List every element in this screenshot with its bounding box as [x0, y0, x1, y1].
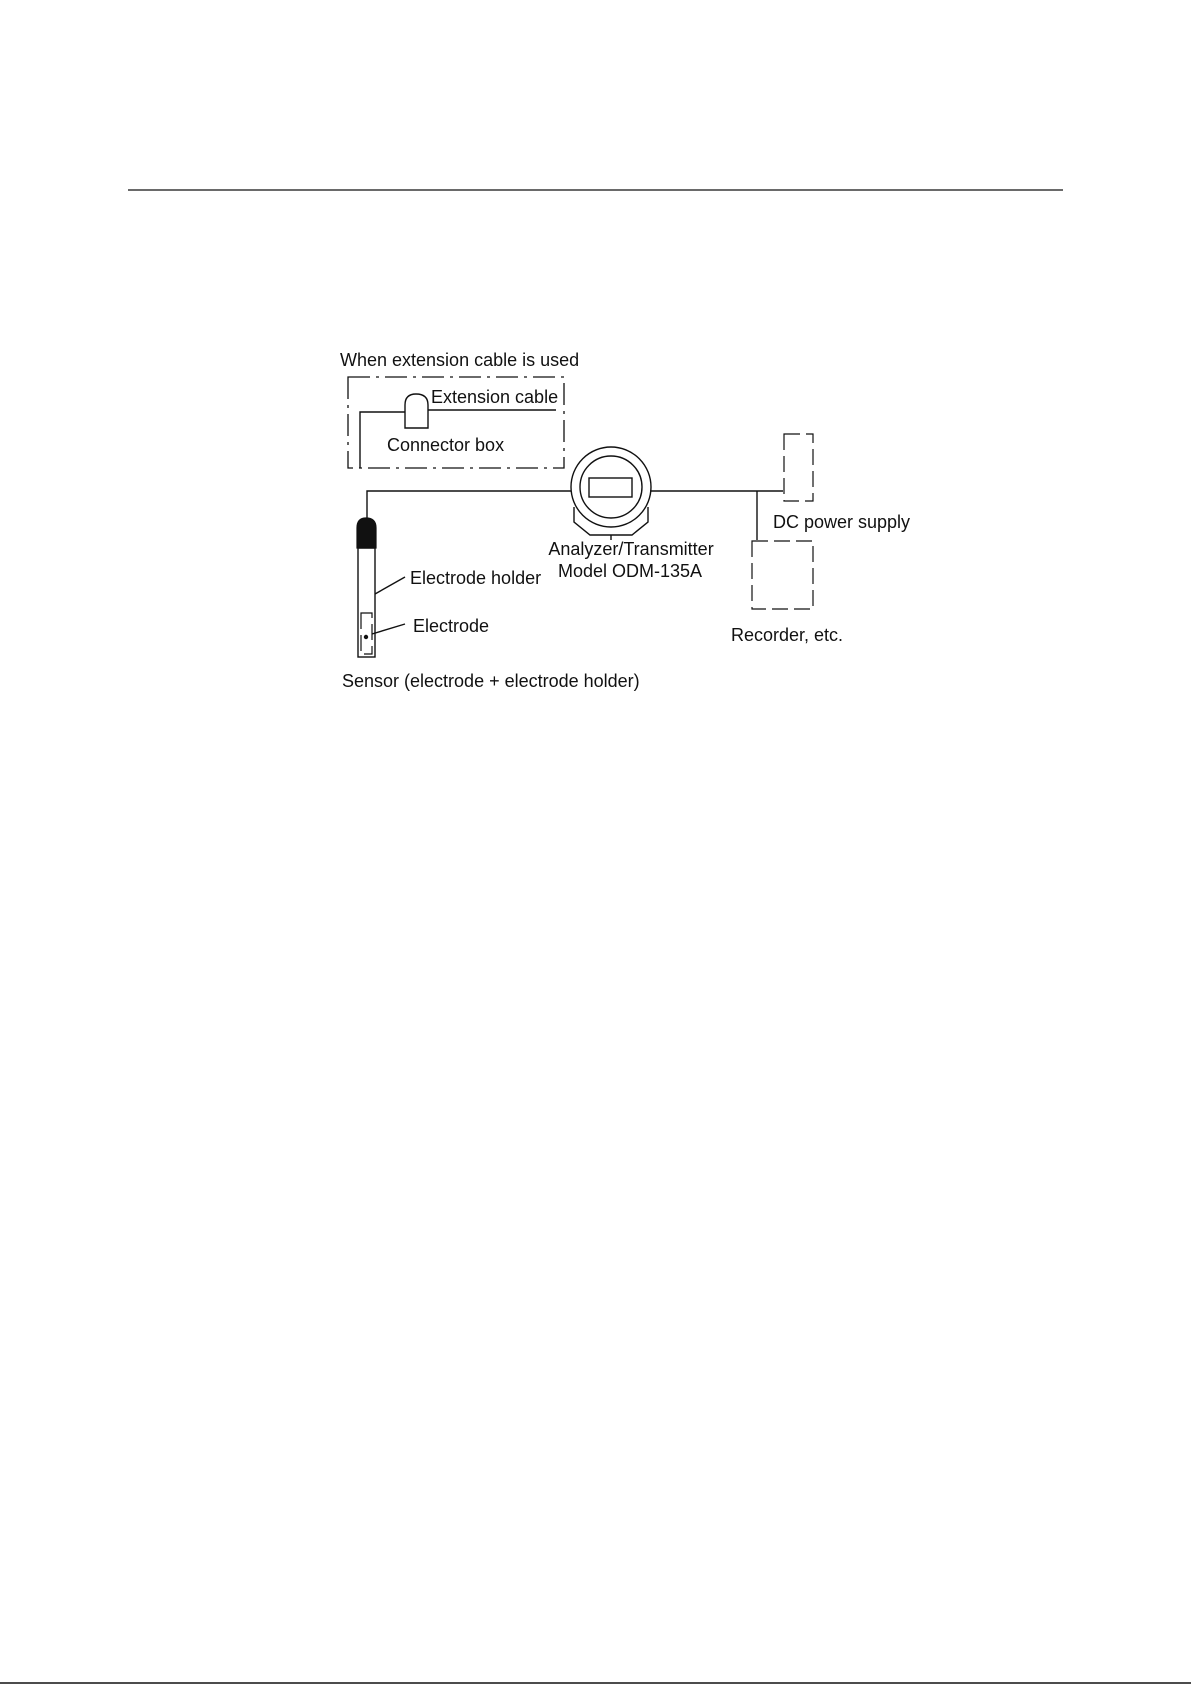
electrode-leader [372, 624, 405, 634]
label-analyzer-line1: Analyzer/Transmitter [548, 539, 714, 559]
label-extension-cable: Extension cable [431, 387, 559, 407]
connector-box [405, 394, 428, 428]
label-electrode: Electrode [413, 616, 490, 636]
label-sensor: Sensor (electrode + electrode holder) [342, 671, 640, 691]
label-recorder: Recorder, etc. [731, 625, 844, 645]
label-analyzer-line2: Model ODM-135A [557, 561, 703, 581]
recorder-box [752, 541, 813, 609]
electrode-element [361, 613, 372, 654]
label-connector-box: Connector box [387, 435, 505, 455]
sensor [357, 518, 376, 657]
label-extension-used: When extension cable is used [340, 350, 580, 370]
electrode-dot [364, 635, 368, 639]
analyzer-transmitter [571, 447, 651, 540]
label-electrode-holder: Electrode holder [410, 568, 542, 588]
dc-power-supply-box [784, 434, 813, 501]
holder-leader [375, 577, 405, 594]
sensor-cap [357, 518, 376, 548]
sensor-cable [367, 491, 571, 520]
label-dc-power-supply: DC power supply [773, 512, 911, 532]
